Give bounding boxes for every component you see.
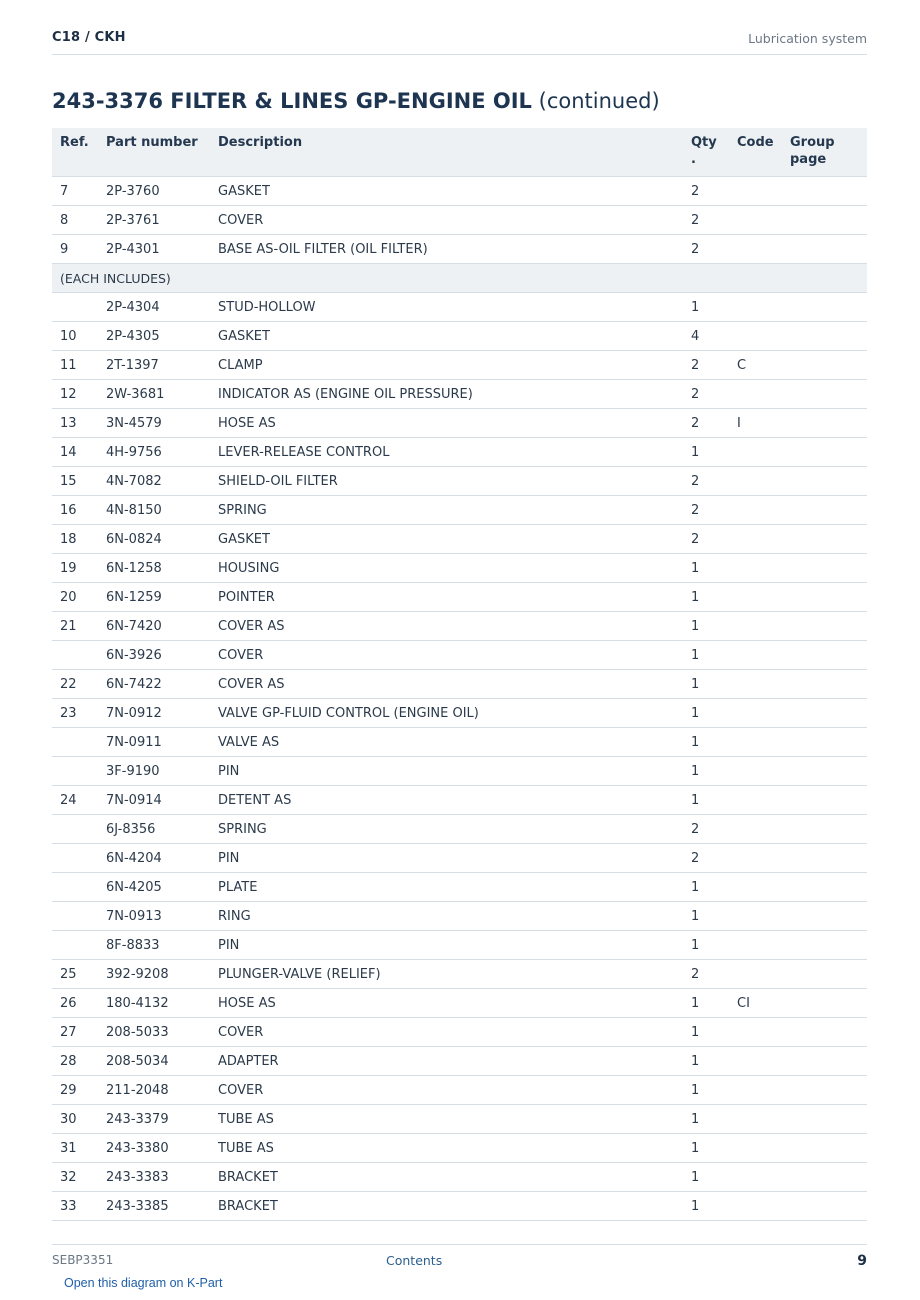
group-page-cell — [782, 467, 867, 496]
code-cell — [729, 496, 782, 525]
description-cell: INDICATOR AS (ENGINE OIL PRESSURE) — [210, 380, 683, 409]
qty-cell: 1 — [683, 583, 729, 612]
part-number-cell: 208-5033 — [98, 1018, 210, 1047]
description-cell: HOSE AS — [210, 989, 683, 1018]
table-row — [52, 554, 867, 583]
group-page-cell — [782, 641, 867, 670]
section-label: Lubrication system — [748, 31, 867, 46]
header-group-page: Group page — [782, 128, 867, 177]
description-cell: VALVE GP-FLUID CONTROL (ENGINE OIL) — [210, 699, 683, 728]
qty-cell: 2 — [683, 960, 729, 989]
group-page-cell — [782, 670, 867, 699]
code-cell — [729, 525, 782, 554]
description-cell: LEVER-RELEASE CONTROL — [210, 438, 683, 467]
table-row — [52, 989, 867, 1018]
table-header-row — [52, 128, 867, 177]
description-cell: SPRING — [210, 496, 683, 525]
header-description: Description — [210, 128, 683, 177]
ref-cell — [52, 931, 98, 960]
ref-cell — [52, 641, 98, 670]
part-number-cell: 243-3383 — [98, 1163, 210, 1192]
ref-cell: 26 — [52, 989, 98, 1018]
code-cell — [729, 322, 782, 351]
table-row — [52, 351, 867, 380]
description-cell: GASKET — [210, 322, 683, 351]
table-row — [52, 757, 867, 786]
description-cell: PLUNGER-VALVE (RELIEF) — [210, 960, 683, 989]
ref-cell: 18 — [52, 525, 98, 554]
description-cell: COVER — [210, 1018, 683, 1047]
group-page-cell — [782, 1076, 867, 1105]
qty-cell: 1 — [683, 931, 729, 960]
part-number-cell: 208-5034 — [98, 1047, 210, 1076]
group-page-cell — [782, 177, 867, 206]
part-number-cell: 243-3379 — [98, 1105, 210, 1134]
qty-cell: 2 — [683, 380, 729, 409]
group-page-cell — [782, 815, 867, 844]
ref-cell — [52, 844, 98, 873]
description-cell: HOUSING — [210, 554, 683, 583]
part-number-cell: 392-9208 — [98, 960, 210, 989]
ref-cell: 9 — [52, 235, 98, 264]
ref-cell: 16 — [52, 496, 98, 525]
table-row — [52, 612, 867, 641]
part-number-cell: 2P-3761 — [98, 206, 210, 235]
part-number-cell: 211-2048 — [98, 1076, 210, 1105]
qty-cell: 4 — [683, 322, 729, 351]
header-code: Code — [729, 128, 782, 177]
description-cell: DETENT AS — [210, 786, 683, 815]
qty-cell: 2 — [683, 525, 729, 554]
part-number-cell: 4H-9756 — [98, 438, 210, 467]
code-cell — [729, 467, 782, 496]
part-number-cell: 6N-0824 — [98, 525, 210, 554]
description-cell: VALVE AS — [210, 728, 683, 757]
note-cell: (EACH INCLUDES) — [52, 264, 867, 293]
ref-cell: 21 — [52, 612, 98, 641]
group-page-cell — [782, 554, 867, 583]
group-page-cell — [782, 728, 867, 757]
part-number-cell: 6N-4204 — [98, 844, 210, 873]
code-cell — [729, 1134, 782, 1163]
code-cell — [729, 844, 782, 873]
description-cell: GASKET — [210, 177, 683, 206]
ref-cell: 7 — [52, 177, 98, 206]
qty-cell: 1 — [683, 728, 729, 757]
qty-cell: 1 — [683, 902, 729, 931]
code-cell — [729, 960, 782, 989]
table-row — [52, 786, 867, 815]
ref-cell: 15 — [52, 467, 98, 496]
group-page-cell — [782, 1018, 867, 1047]
ref-cell: 27 — [52, 1018, 98, 1047]
group-page-cell — [782, 873, 867, 902]
ref-cell: 32 — [52, 1163, 98, 1192]
part-number-cell: 243-3380 — [98, 1134, 210, 1163]
qty-cell: 1 — [683, 989, 729, 1018]
part-number-cell: 7N-0911 — [98, 728, 210, 757]
table-row — [52, 322, 867, 351]
group-page-cell — [782, 931, 867, 960]
ref-cell: 33 — [52, 1192, 98, 1221]
code-cell — [729, 1105, 782, 1134]
code-cell: CI — [729, 989, 782, 1018]
description-cell: ADAPTER — [210, 1047, 683, 1076]
group-page-cell — [782, 322, 867, 351]
page-footer — [52, 1244, 867, 1275]
group-page-cell — [782, 351, 867, 380]
code-cell — [729, 873, 782, 902]
description-cell: PIN — [210, 931, 683, 960]
ref-cell — [52, 293, 98, 322]
description-cell: TUBE AS — [210, 1105, 683, 1134]
title-main: 243-3376 FILTER & LINES GP-ENGINE OIL — [52, 89, 532, 113]
description-cell: RING — [210, 902, 683, 931]
code-cell — [729, 612, 782, 641]
code-cell — [729, 902, 782, 931]
group-page-cell — [782, 902, 867, 931]
part-number-cell: 6N-1259 — [98, 583, 210, 612]
table-note-row — [52, 264, 867, 293]
code-cell — [729, 177, 782, 206]
table-row — [52, 235, 867, 264]
contents-link[interactable]: Contents — [386, 1253, 443, 1268]
group-page-cell — [782, 1134, 867, 1163]
qty-cell: 1 — [683, 1018, 729, 1047]
ref-cell: 19 — [52, 554, 98, 583]
qty-cell: 1 — [683, 554, 729, 583]
table-row — [52, 1018, 867, 1047]
ref-cell: 25 — [52, 960, 98, 989]
group-page-cell — [782, 786, 867, 815]
qty-cell: 1 — [683, 1192, 729, 1221]
table-row — [52, 583, 867, 612]
group-page-cell — [782, 1047, 867, 1076]
group-page-cell — [782, 438, 867, 467]
table-row — [52, 1192, 867, 1221]
code-cell — [729, 438, 782, 467]
part-number-cell: 6J-8356 — [98, 815, 210, 844]
group-page-cell — [782, 699, 867, 728]
code-cell — [729, 235, 782, 264]
part-number-cell: 6N-4205 — [98, 873, 210, 902]
part-number-cell: 2P-4301 — [98, 235, 210, 264]
table-row — [52, 1047, 867, 1076]
part-number-cell: 2P-4305 — [98, 322, 210, 351]
description-cell: SHIELD-OIL FILTER — [210, 467, 683, 496]
table-row — [52, 641, 867, 670]
part-number-cell: 4N-8150 — [98, 496, 210, 525]
group-page-cell — [782, 612, 867, 641]
part-number-cell: 3F-9190 — [98, 757, 210, 786]
qty-cell: 1 — [683, 1134, 729, 1163]
group-page-cell — [782, 583, 867, 612]
description-cell: PLATE — [210, 873, 683, 902]
part-number-cell: 3N-4579 — [98, 409, 210, 438]
code-cell — [729, 1076, 782, 1105]
table-row — [52, 177, 867, 206]
page-title — [52, 89, 660, 113]
code-cell — [729, 786, 782, 815]
qty-cell: 1 — [683, 757, 729, 786]
title-suffix: (continued) — [538, 89, 660, 113]
ref-cell: 14 — [52, 438, 98, 467]
qty-cell: 1 — [683, 670, 729, 699]
part-number-cell: 7N-0913 — [98, 902, 210, 931]
code-cell — [729, 728, 782, 757]
table-row — [52, 496, 867, 525]
ref-cell: 20 — [52, 583, 98, 612]
table-row — [52, 873, 867, 902]
qty-cell: 1 — [683, 1047, 729, 1076]
qty-cell: 2 — [683, 409, 729, 438]
group-page-cell — [782, 1105, 867, 1134]
table-row — [52, 699, 867, 728]
group-page-cell — [782, 1192, 867, 1221]
group-page-cell — [782, 1163, 867, 1192]
ref-cell — [52, 815, 98, 844]
qty-cell: 1 — [683, 873, 729, 902]
qty-cell: 2 — [683, 351, 729, 380]
table-row — [52, 960, 867, 989]
group-page-cell — [782, 844, 867, 873]
table-row — [52, 293, 867, 322]
code-cell — [729, 380, 782, 409]
qty-cell: 2 — [683, 844, 729, 873]
code-cell — [729, 699, 782, 728]
table-row — [52, 467, 867, 496]
qty-cell: 1 — [683, 438, 729, 467]
description-cell: SPRING — [210, 815, 683, 844]
page-number: 9 — [857, 1253, 867, 1269]
group-page-cell — [782, 380, 867, 409]
ref-cell: 11 — [52, 351, 98, 380]
qty-cell: 1 — [683, 612, 729, 641]
qty-cell: 1 — [683, 699, 729, 728]
description-cell: BRACKET — [210, 1192, 683, 1221]
ref-cell: 24 — [52, 786, 98, 815]
description-cell: POINTER — [210, 583, 683, 612]
group-page-cell — [782, 293, 867, 322]
group-page-cell — [782, 409, 867, 438]
part-number-cell: 6N-3926 — [98, 641, 210, 670]
description-cell: BASE AS-OIL FILTER (OIL FILTER) — [210, 235, 683, 264]
group-page-cell — [782, 235, 867, 264]
table-row — [52, 1076, 867, 1105]
header-qty: Qty . — [683, 128, 729, 177]
qty-cell: 1 — [683, 1076, 729, 1105]
parts-table — [52, 128, 867, 1221]
qty-cell: 2 — [683, 467, 729, 496]
description-cell: COVER AS — [210, 670, 683, 699]
group-page-cell — [782, 496, 867, 525]
ref-cell — [52, 902, 98, 931]
table-row — [52, 525, 867, 554]
description-cell: GASKET — [210, 525, 683, 554]
part-number-cell: 243-3385 — [98, 1192, 210, 1221]
description-cell: CLAMP — [210, 351, 683, 380]
ref-cell: 29 — [52, 1076, 98, 1105]
table-row — [52, 438, 867, 467]
group-page-cell — [782, 989, 867, 1018]
table-row — [52, 931, 867, 960]
part-number-cell: 2W-3681 — [98, 380, 210, 409]
qty-cell: 1 — [683, 1163, 729, 1192]
qty-cell: 1 — [683, 1105, 729, 1134]
table-row — [52, 844, 867, 873]
code-cell — [729, 583, 782, 612]
qty-cell: 2 — [683, 496, 729, 525]
code-cell — [729, 641, 782, 670]
part-number-cell: 2T-1397 — [98, 351, 210, 380]
description-cell: PIN — [210, 757, 683, 786]
ref-cell: 22 — [52, 670, 98, 699]
qty-cell: 1 — [683, 293, 729, 322]
table-row — [52, 670, 867, 699]
table-row — [52, 815, 867, 844]
part-number-cell: 4N-7082 — [98, 467, 210, 496]
table-row — [52, 1134, 867, 1163]
table-row — [52, 206, 867, 235]
description-cell: TUBE AS — [210, 1134, 683, 1163]
part-number-cell: 8F-8833 — [98, 931, 210, 960]
qty-cell: 1 — [683, 786, 729, 815]
code-cell — [729, 815, 782, 844]
page-header — [52, 28, 867, 55]
ref-cell: 31 — [52, 1134, 98, 1163]
code-cell — [729, 1047, 782, 1076]
code-cell: C — [729, 351, 782, 380]
part-number-cell: 6N-1258 — [98, 554, 210, 583]
code-cell — [729, 554, 782, 583]
ref-cell — [52, 757, 98, 786]
header-ref: Ref. — [52, 128, 98, 177]
part-number-cell: 6N-7420 — [98, 612, 210, 641]
document-id: SEBP3351 — [52, 1253, 114, 1267]
qty-cell: 2 — [683, 177, 729, 206]
ref-cell: 23 — [52, 699, 98, 728]
table-row — [52, 1163, 867, 1192]
code-cell — [729, 1018, 782, 1047]
qty-cell: 1 — [683, 641, 729, 670]
part-number-cell: 2P-3760 — [98, 177, 210, 206]
ref-cell: 8 — [52, 206, 98, 235]
qty-cell: 2 — [683, 235, 729, 264]
qty-cell: 2 — [683, 206, 729, 235]
part-number-cell: 180-4132 — [98, 989, 210, 1018]
ref-cell: 30 — [52, 1105, 98, 1134]
open-kpart-link[interactable]: Open this diagram on K-Part — [64, 1276, 223, 1290]
group-page-cell — [782, 206, 867, 235]
part-number-cell: 6N-7422 — [98, 670, 210, 699]
table-row — [52, 902, 867, 931]
header-part-number: Part number — [98, 128, 210, 177]
code-cell: I — [729, 409, 782, 438]
table-row — [52, 1105, 867, 1134]
table-row — [52, 409, 867, 438]
table-row — [52, 728, 867, 757]
code-cell — [729, 670, 782, 699]
ref-cell: 12 — [52, 380, 98, 409]
group-page-cell — [782, 960, 867, 989]
ref-cell — [52, 873, 98, 902]
group-page-cell — [782, 525, 867, 554]
table-row — [52, 380, 867, 409]
description-cell: PIN — [210, 844, 683, 873]
part-number-cell: 7N-0914 — [98, 786, 210, 815]
description-cell: COVER — [210, 1076, 683, 1105]
description-cell: COVER — [210, 206, 683, 235]
description-cell: COVER — [210, 641, 683, 670]
code-cell — [729, 757, 782, 786]
code-cell — [729, 931, 782, 960]
ref-cell: 13 — [52, 409, 98, 438]
part-number-cell: 2P-4304 — [98, 293, 210, 322]
description-cell: HOSE AS — [210, 409, 683, 438]
model-label: C18 / CKH — [52, 30, 126, 45]
code-cell — [729, 206, 782, 235]
code-cell — [729, 293, 782, 322]
description-cell: STUD-HOLLOW — [210, 293, 683, 322]
ref-cell — [52, 728, 98, 757]
description-cell: BRACKET — [210, 1163, 683, 1192]
qty-cell: 2 — [683, 815, 729, 844]
code-cell — [729, 1163, 782, 1192]
parts-table-body — [52, 177, 867, 1221]
description-cell: COVER AS — [210, 612, 683, 641]
ref-cell: 28 — [52, 1047, 98, 1076]
code-cell — [729, 1192, 782, 1221]
part-number-cell: 7N-0912 — [98, 699, 210, 728]
group-page-cell — [782, 757, 867, 786]
ref-cell: 10 — [52, 322, 98, 351]
